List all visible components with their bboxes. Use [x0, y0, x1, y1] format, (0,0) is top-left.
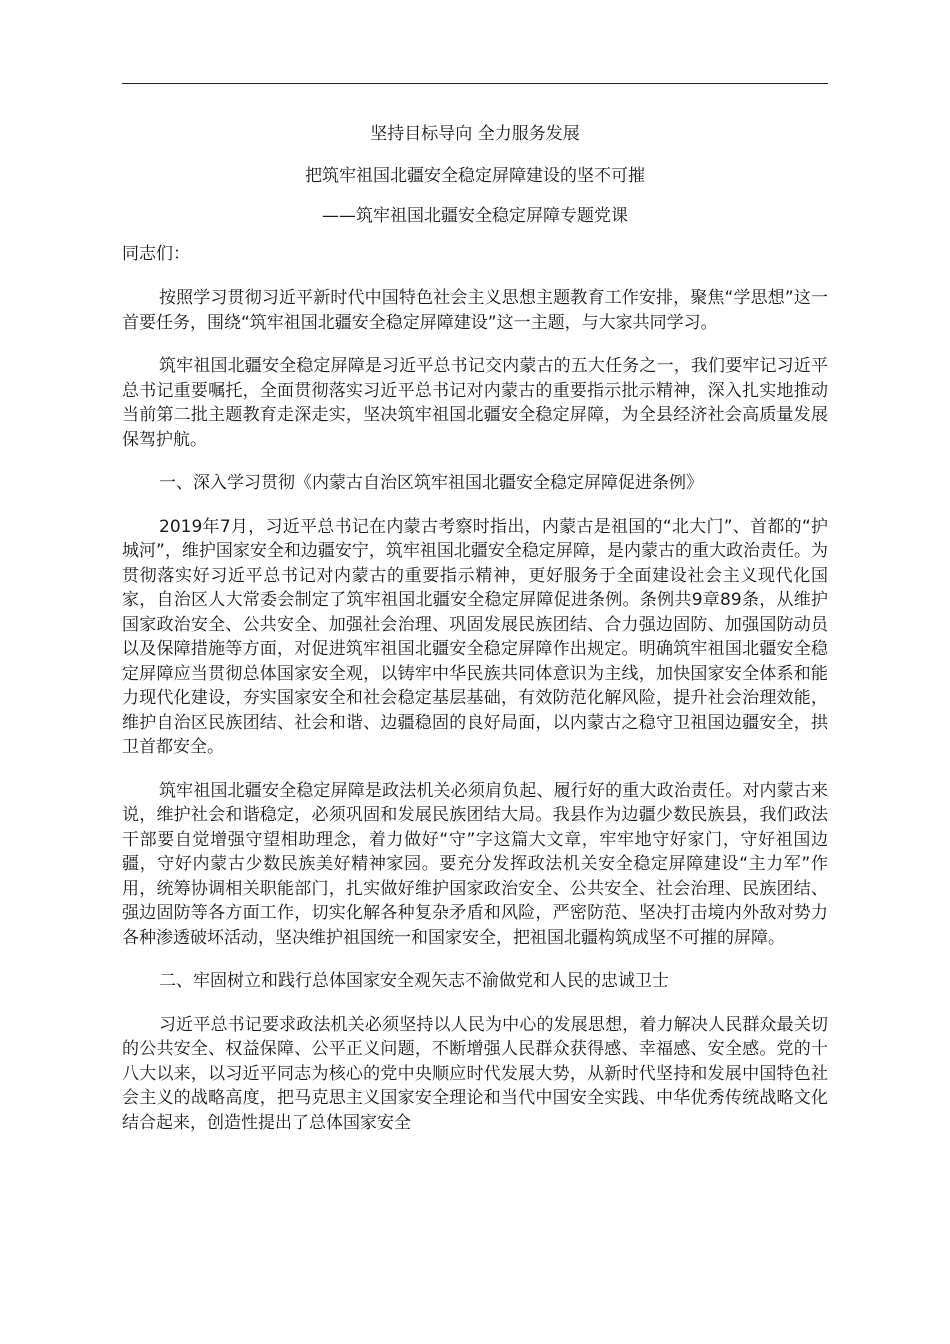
paragraph-intro: 按照学习贯彻习近平新时代中国特色社会主义思想主题教育工作安排，聚焦“学思想”这一首要任务，围绕“筑牢祖国北疆安全稳定屏障建设”这一主题，与大家共同学习。 — [122, 288, 828, 333]
header-rule — [122, 83, 828, 84]
document-body — [122, 122, 828, 1154]
paragraph-regulation: 2019年7月，习近平总书记在内蒙古考察时指出，内蒙古是祖国的“北大门”、首都的“护城河”，维护国家安全和边疆安宁，筑牢祖国北疆安全稳定屏障，是内蒙古的重大政治责任。为贯彻落实好习近平总书记对内蒙古的重要指示精神，更好服务于全面建设社会主义现代化国家，自治区人大常委会制定了筑牢祖国北疆安全稳定屏障促进条例。条例共9章89条，从维护国家政治安全、公共安全、加强社会治理、巩固发展民族团结、合力强边固防、加强国防动员以及保障措施等方面，对促进筑牢祖国北疆安全稳定屏障作出规定。明确筑牢祖国北疆安全稳定屏障应当贯彻总体国家安全观，以铸牢中华民族共同体意识为主线，加快国家安全体系和能力现代化建设，夯实国家安全和社会稳定基层基础，有效防范化解风险，提升社会治理效能，维护自治区民族团结、社会和谐、边疆稳固的良好局面，以内蒙古之稳守卫祖国边疆安全，拱卫首都安全。 — [122, 516, 828, 757]
salutation: 同志们： — [122, 244, 190, 264]
document-subtitle: 把筑牢祖国北疆安全稳定屏障建设的坚不可摧 — [305, 166, 645, 186]
paragraph-task: 筑牢祖国北疆安全稳定屏障是习近平总书记交内蒙古的五大任务之一，我们要牢记习近平总书记重要嘱托，全面贯彻落实习近平总书记对内蒙古的重要指示批示精神，深入扎实地推动当前第二批主题教育走深走实，坚决筑牢祖国北疆安全稳定屏障，为全县经济社会高质量发展保驾护航。 — [122, 356, 828, 450]
section-heading-1: 一、深入学习贯彻《内蒙古自治区筑牢祖国北疆安全稳定屏障促进条例》 — [159, 473, 703, 493]
document-title: 坚持目标导向 全力服务发展 — [370, 124, 580, 144]
document-subheading: ——筑牢祖国北疆安全稳定屏障专题党课 — [322, 206, 628, 226]
section-heading-2: 二、牢固树立和践行总体国家安全观矢志不渝做党和人民的忠诚卫士 — [159, 971, 669, 991]
paragraph-responsibility: 筑牢祖国北疆安全稳定屏障是政法机关必须肩负起、履行好的重大政治责任。对内蒙古来说，维护社会和谐稳定，必须巩固和发展民族团结大局。我县作为边疆少数民族县，我们政法干部要自觉增强守望相助理念，着力做好“守”字这篇大文章，牢牢地守好家门，守好祖国边疆，守好内蒙古少数民族美好精神家园。要充分发挥政法机关安全稳定屏障建设“主力军”作用，统筹协调相关职能部门，扎实做好维护国家政治安全、公共安全、社会治理、民族团结、强边固防等各方面工作，切实化解各种复杂矛盾和风险，严密防范、坚决打击境内外敌对势力各种渗透破坏活动，坚决维护祖国统一和国家安全，把祖国北疆构筑成坚不可摧的屏障。 — [122, 780, 828, 948]
paragraph-security-concept: 习近平总书记要求政法机关必须坚持以人民为中心的发展思想，着力解决人民群众最关切的公共安全、权益保障、公平正义问题，不断增强人民群众获得感、幸福感、安全感。党的十八大以来，以习近平同志为核心的党中央顺应时代发展大势，从新时代坚持和发展中国特色社会主义的战略高度，把马克思主义国家安全理论和当代中国安全实践、中华优秀传统战略文化结合起来，创造性提出了总体国家安全 — [122, 1014, 828, 1133]
